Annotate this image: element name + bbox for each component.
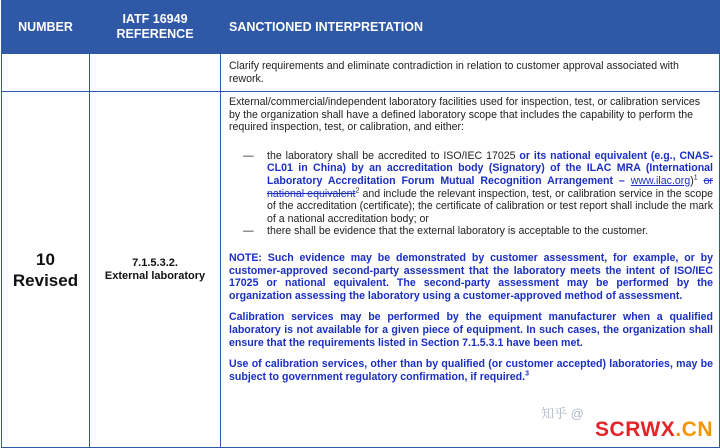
row1-interpretation-cell: [221, 54, 720, 92]
header-interpretation: SANCTIONED INTERPRETATION: [221, 1, 720, 54]
intro-paragraph: External/commercial/independent laboratory facilities used for inspection, test, or calibration services by the organization shall have a defined laboratory scope that includes the capability to perform the required inspection, test, or calibration, and either:: [229, 96, 701, 134]
dash-bullet: —: [243, 225, 254, 238]
bullet2-text: there shall be evidence that the external laboratory is acceptable to the customer.: [267, 225, 649, 238]
interpretation-table: [1, 0, 720, 448]
bullet1-national-equivalent: or its national equivalent (e.g., CNAS-CL01 in China) by an accreditation body (Signatory) of the ILAC MRA (International Laboratory Accreditation Forum Mutual Recognition Arrangement –: [267, 149, 713, 187]
row1-reference-cell: [90, 54, 221, 92]
note-paragraph: NOTE: Such evidence may be demonstrated by customer assessment, for example, or by customer-approved second-party assessment that the laboratory meets the intent of ISO/IEC 17025 or national equivalent. The second-party assessment may be performed by the organization assessing the laboratory using a customer-approved method of assessment.: [229, 251, 713, 302]
ilac-link[interactable]: www.ilac.org: [630, 174, 691, 187]
table-row: [2, 54, 720, 92]
regulatory-text: Use of calibration services, other than by qualified (or customer accepted) laboratories, may be subject to government regulatory confirmation, if required.: [229, 358, 713, 383]
bullet1-tail: and include the relevant inspection, test, or calibration service in the scope of the accreditation (certificate); the certificate of calibration or test report shall include the mark of a national accreditation body; or: [267, 187, 713, 225]
row1-interpretation-text: Clarify requirements and eliminate contradiction in relation to customer approval associated with rework.: [229, 59, 679, 85]
row2-interpretation-cell: [221, 92, 720, 448]
footnote-2: 2: [355, 187, 360, 195]
watermark-part1: SCRWX: [595, 418, 676, 441]
table-header-row: [2, 1, 720, 54]
row2-number-cell: [2, 92, 90, 448]
dash-bullet: —: [243, 149, 254, 162]
footnote-1: 1: [693, 174, 698, 182]
footnote-3: 3: [525, 370, 529, 378]
list-item: [229, 225, 713, 238]
calibration-paragraph: Calibration services may be performed by the equipment manufacturer when a qualified laboratory is not available for a given piece of equipment. In such cases, the organization shall ensure that the requirements listed in Section 7.1.5.3.1 have been met.: [229, 311, 713, 349]
header-number: NUMBER: [2, 1, 90, 54]
watermark-part2: .CN: [675, 418, 713, 441]
zhihu-watermark: 知乎 @: [541, 406, 584, 421]
row2-clause-title: External laboratory: [104, 269, 206, 282]
list-item: — the laboratory shall be accredited to ISO/IEC 17025 or its national equivalent (e.g., CNAS-CL01 in China) by an accreditation body (Signatory) of the ILAC MRA (International Laboratory Accreditation Forum Mutual Recognition Arrangement – www.ilac.org)$^1$ or national equivalent$^2$ and include the relevant inspection, test, or calibration service in the scope of the accreditation (certificate); the certificate of calibration or test report shall include the mark of a national accreditation body; or: [243, 149, 713, 225]
requirement-list: [229, 150, 713, 238]
header-reference: IATF 16949 REFERENCE: [90, 1, 221, 54]
row1-number-cell: [2, 54, 90, 92]
regulatory-paragraph: [229, 358, 713, 383]
table-row: [2, 92, 720, 448]
row2-clause-number: 7.1.5.3.2.: [132, 256, 178, 269]
struck-text: or national equivalent: [267, 174, 713, 200]
site-watermark: [595, 418, 713, 442]
row2-reference-cell: [90, 92, 221, 448]
row2-revised-label: Revised: [12, 270, 79, 290]
document-sheet: [1, 0, 719, 446]
row2-number: 10: [36, 249, 55, 269]
bullet1-lead: the laboratory shall be accredited to ISO/IEC 17025: [267, 149, 520, 162]
